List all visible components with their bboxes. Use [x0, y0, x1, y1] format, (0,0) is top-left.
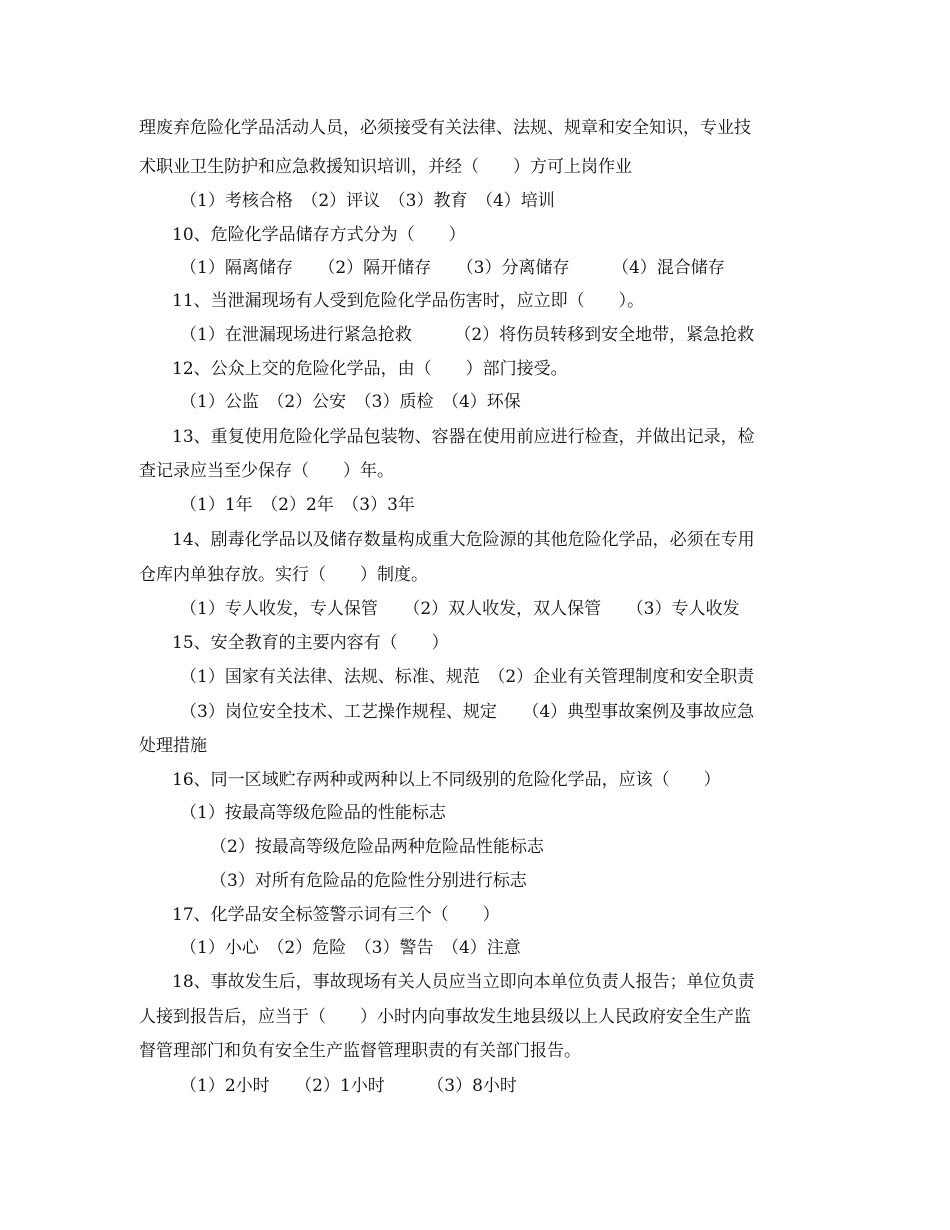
option-line: （1）考核合格 （2）评议 （3）教育 （4）培训 [180, 191, 555, 211]
question-line: 16、同一区域贮存两种或两种以上不同级别的危险化学品，应该（ ） [172, 770, 721, 790]
option-line: （1）1年 （2）2年 （3）3年 [180, 495, 415, 515]
question-line: 18、事故发生后，事故现场有关人员应当立即向本单位负责人报告；单位负责 [172, 972, 755, 992]
question-line: 督管理部门和负有安全生产监督管理职责的有关部门报告。 [139, 1041, 581, 1061]
option-line: （1）按最高等级危险品的性能标志 [180, 803, 446, 823]
paragraph-line: 理废弃危险化学品活动人员，必须接受有关法律、法规、规章和安全知识，专业技 [139, 118, 751, 138]
question-line: 13、重复使用危险化学品包装物、容器在使用前应进行检查，并做出记录，检 [172, 427, 755, 447]
question-line: 12、公众上交的危险化学品，由（ ）部门接受。 [172, 359, 568, 379]
option-line: （1）公监 （2）公安 （3）质检 （4）环保 [180, 392, 521, 412]
option-line: （3）岗位安全技术、工艺操作规程、规定 （4）典型事故案例及事故应急 [180, 702, 755, 722]
option-line: （1）2小时 （2）1小时 （3）8小时 [180, 1076, 517, 1096]
question-line: 11、当泄漏现场有人受到危险化学品伤害时，应立即（ ）。 [172, 291, 645, 311]
question-line: 人接到报告后，应当于（ ）小时内向事故发生地县级以上人民政府安全生产监 [139, 1007, 751, 1027]
option-line: （1）专人收发，专人保管 （2）双人收发，双人保管 （3）专人收发 [180, 599, 740, 619]
paragraph-line: 术职业卫生防护和应急救援知识培训，并经（ ）方可上岗作业 [139, 157, 632, 177]
option-line: （3）对所有危险品的危险性分别进行标志 [210, 871, 527, 891]
question-line: 仓库内单独存放。实行（ ）制度。 [139, 565, 428, 585]
question-line: 17、化学品安全标签警示词有三个（ ） [172, 905, 500, 925]
option-line: （1）隔离储存 （2）隔开储存 （3）分离储存 （4）混合储存 [180, 258, 725, 278]
option-line: （2）按最高等级危险品两种危险品性能标志 [210, 837, 544, 857]
option-line: （1）小心 （2）危险 （3）警告 （4）注意 [180, 938, 521, 958]
question-line: 10、危险化学品储存方式分为（ ） [172, 225, 466, 245]
option-line: 处理措施 [139, 736, 207, 756]
question-line: 14、剧毒化学品以及储存数量构成重大危险源的其他危险化学品，必须在专用 [172, 530, 755, 550]
question-line: 查记录应当至少保存（ ）年。 [139, 461, 394, 481]
option-line: （1）国家有关法律、法规、标准、规范 （2）企业有关管理制度和安全职责 [180, 667, 755, 687]
option-line: （1）在泄漏现场进行紧急抢救 （2）将伤员转移到安全地带，紧急抢救 [180, 325, 755, 345]
question-line: 15、安全教育的主要内容有（ ） [172, 633, 449, 653]
